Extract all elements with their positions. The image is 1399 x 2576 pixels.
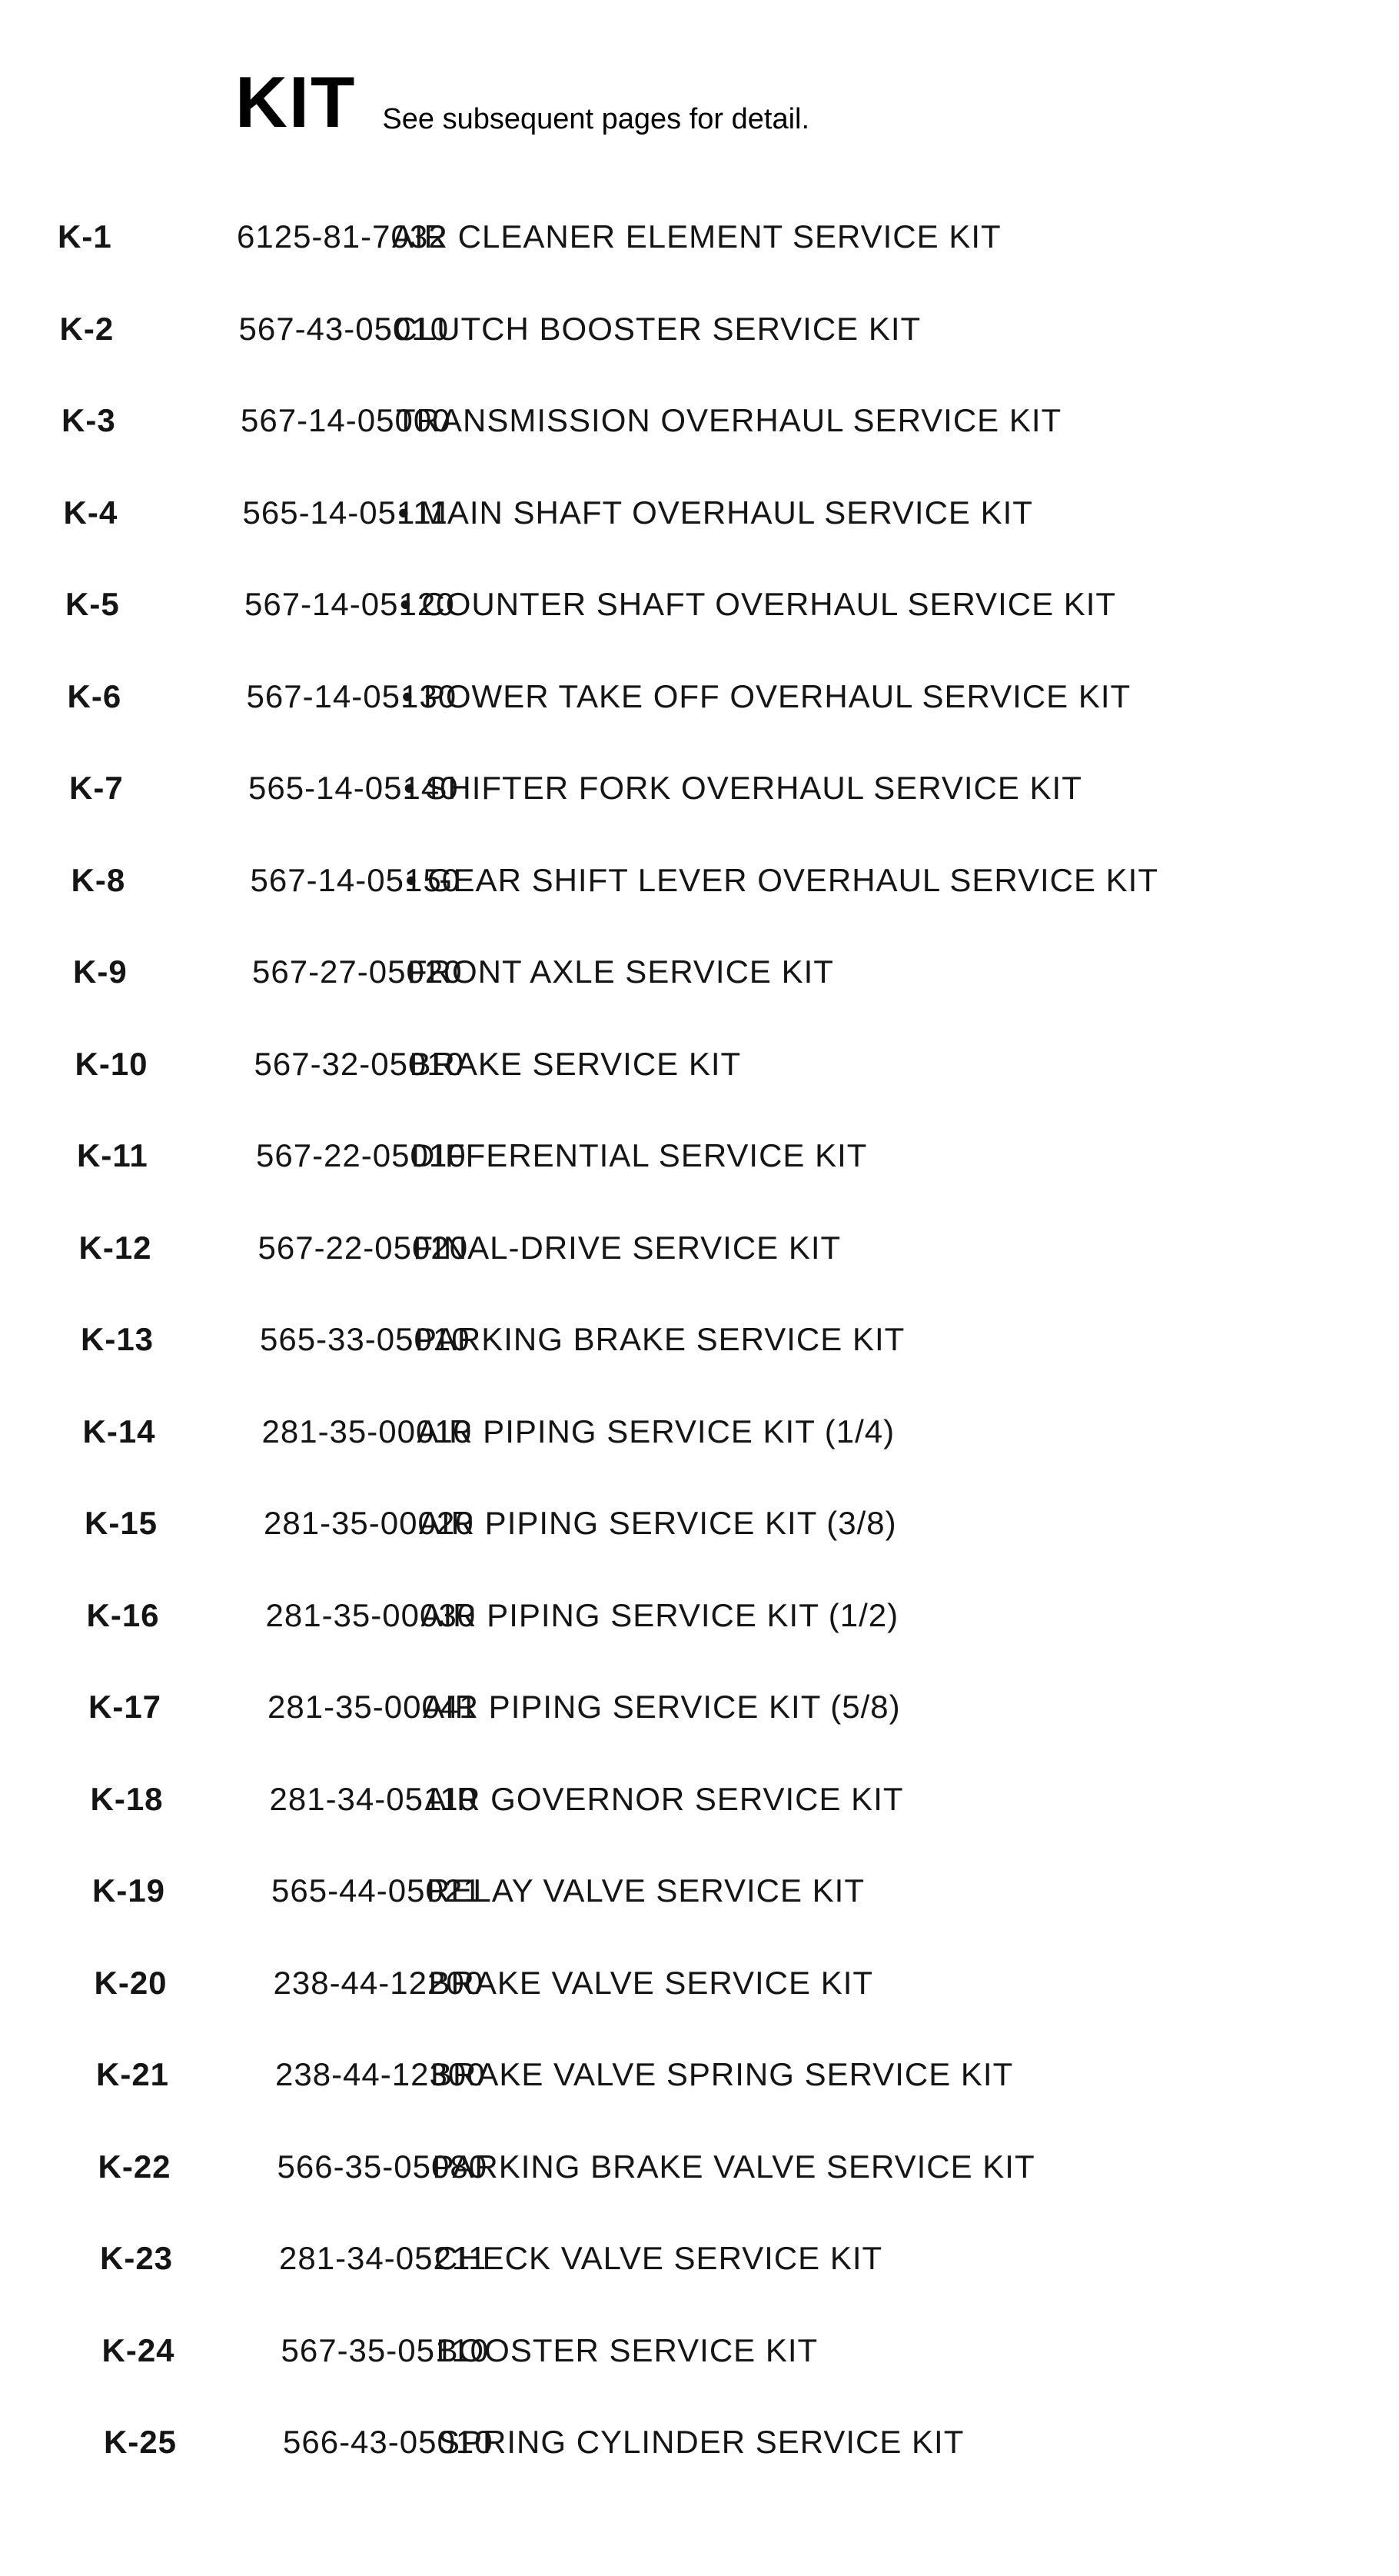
kit-description: • GEAR SHIFT LEVER OVERHAUL SERVICE KIT bbox=[405, 861, 1159, 898]
page-subtitle: See subsequent pages for detail. bbox=[382, 103, 810, 135]
kit-part-number: 567-27-05020 bbox=[252, 954, 463, 990]
kit-id: K-10 bbox=[75, 1045, 148, 1082]
kit-id: K-18 bbox=[90, 1780, 164, 1817]
kit-part-number: 567-14-05130 bbox=[246, 677, 457, 714]
kit-row bbox=[98, 2144, 1367, 2190]
kit-row bbox=[96, 2052, 1364, 2098]
kit-description: • MAIN SHAFT OVERHAUL SERVICE KIT bbox=[397, 494, 1033, 531]
kit-description: AIR PIPING SERVICE KIT (5/8) bbox=[423, 1689, 901, 1725]
kit-id: K-15 bbox=[85, 1505, 158, 1541]
kit-description: • SHIFTER FORK OVERHAUL SERVICE KIT bbox=[404, 770, 1082, 806]
kit-description: FRONT AXLE SERVICE KIT bbox=[407, 954, 834, 990]
kit-row bbox=[69, 765, 1338, 811]
kit-description: BRAKE VALVE SPRING SERVICE KIT bbox=[430, 2056, 1014, 2092]
kit-row bbox=[83, 1409, 1351, 1455]
kit-description: FINAL-DRIVE SERVICE KIT bbox=[413, 1229, 842, 1266]
kit-description: AIR CLEANER ELEMENT SERVICE KIT bbox=[392, 218, 1002, 255]
kit-id: K-9 bbox=[73, 954, 128, 990]
kit-part-number: 281-35-00041 bbox=[268, 1689, 478, 1725]
kit-part-number: 567-43-05010 bbox=[238, 310, 450, 347]
kit-id: K-16 bbox=[86, 1596, 160, 1633]
kit-description: AIR GOVERNOR SERVICE KIT bbox=[424, 1780, 904, 1817]
kit-description: BOOSTER SERVICE KIT bbox=[436, 2331, 819, 2368]
kit-id: K-24 bbox=[101, 2331, 175, 2368]
kit-id: K-11 bbox=[77, 1137, 148, 1173]
kit-row bbox=[75, 1041, 1344, 1087]
kit-part-number: 567-22-05010 bbox=[256, 1137, 467, 1173]
kit-part-number: 567-14-05120 bbox=[244, 586, 455, 622]
kit-id: K-13 bbox=[81, 1321, 155, 1357]
kit-description: SPRING CYLINDER SERVICE KIT bbox=[438, 2424, 965, 2460]
kit-part-number: 565-44-05021 bbox=[271, 1872, 482, 1909]
kit-row bbox=[64, 490, 1332, 536]
kit-id: K-1 bbox=[58, 218, 112, 255]
kit-id: K-21 bbox=[96, 2056, 170, 2092]
kit-part-number: 281-34-05211 bbox=[279, 2240, 487, 2276]
kit-row bbox=[88, 1684, 1357, 1730]
kit-description: AIR PIPING SERVICE KIT (1/4) bbox=[417, 1413, 896, 1449]
kit-row bbox=[100, 2235, 1368, 2281]
kit-row bbox=[91, 1776, 1359, 1822]
kit-id: K-25 bbox=[104, 2424, 178, 2460]
kit-id: K-19 bbox=[92, 1872, 166, 1909]
kit-description: CHECK VALVE SERVICE KIT bbox=[434, 2240, 883, 2276]
kit-part-number: 567-32-05010 bbox=[254, 1045, 465, 1082]
kit-part-number: 281-35-00020 bbox=[264, 1505, 474, 1541]
kit-part-number: 281-34-05110 bbox=[269, 1780, 477, 1817]
kit-part-number: 565-14-05111 bbox=[242, 494, 448, 531]
kit-description: AIR PIPING SERVICE KIT (1/2) bbox=[420, 1596, 899, 1633]
kit-description: • POWER TAKE OFF OVERHAUL SERVICE KIT bbox=[401, 677, 1131, 714]
kit-part-number: 567-35-05110 bbox=[281, 2331, 489, 2368]
kit-part-number: 567-14-05150 bbox=[250, 861, 461, 898]
kit-part-number: 281-35-00030 bbox=[265, 1596, 477, 1633]
kit-part-number: 567-22-05020 bbox=[258, 1229, 469, 1266]
kit-id: K-17 bbox=[88, 1689, 162, 1725]
kit-row bbox=[102, 2328, 1371, 2374]
kit-description: • COUNTER SHAFT OVERHAUL SERVICE KIT bbox=[400, 586, 1117, 622]
kit-row bbox=[61, 398, 1330, 444]
kit-part-number: 565-14-05140 bbox=[248, 770, 459, 806]
kit-part-number: 565-33-05010 bbox=[260, 1321, 470, 1357]
kit-part-number: 566-35-05080 bbox=[277, 2148, 488, 2185]
kit-id: K-14 bbox=[82, 1413, 156, 1449]
kit-description: TRANSMISSION OVERHAUL SERVICE KIT bbox=[396, 402, 1062, 438]
kit-id: K-2 bbox=[59, 310, 115, 347]
kit-row bbox=[92, 1868, 1361, 1914]
kit-row bbox=[79, 1225, 1347, 1271]
kit-description: PARKING BRAKE SERVICE KIT bbox=[415, 1321, 906, 1357]
kit-part-number: 238-44-12200 bbox=[273, 1964, 484, 2001]
kit-description: DIFFERENTIAL SERVICE KIT bbox=[411, 1137, 868, 1173]
kit-row bbox=[71, 857, 1340, 904]
kit-part-number: 566-43-05010 bbox=[283, 2424, 493, 2460]
kit-description: CLUTCH BOOSTER SERVICE KIT bbox=[394, 310, 922, 347]
kit-id: K-8 bbox=[71, 861, 126, 898]
kit-id: K-12 bbox=[78, 1229, 152, 1266]
kit-part-number: 238-44-12300 bbox=[275, 2056, 486, 2092]
kit-row bbox=[81, 1316, 1349, 1363]
kit-row bbox=[68, 674, 1336, 720]
kit-description: BRAKE SERVICE KIT bbox=[409, 1045, 742, 1082]
kit-row bbox=[77, 1133, 1345, 1179]
kit-row bbox=[87, 1593, 1355, 1639]
kit-id: K-3 bbox=[61, 402, 116, 438]
kit-description: AIR PIPING SERVICE KIT (3/8) bbox=[419, 1505, 897, 1541]
kit-id: K-6 bbox=[67, 677, 122, 714]
kit-row bbox=[58, 214, 1326, 260]
kit-row bbox=[65, 581, 1334, 627]
kit-id: K-4 bbox=[63, 494, 118, 531]
kit-id: K-20 bbox=[94, 1964, 168, 2001]
page-title: KIT bbox=[235, 62, 357, 142]
kit-part-number: 567-14-05000 bbox=[241, 402, 451, 438]
kit-description: PARKING BRAKE VALVE SERVICE KIT bbox=[432, 2148, 1035, 2185]
kit-row bbox=[95, 1960, 1363, 2006]
kit-description: BRAKE VALVE SERVICE KIT bbox=[428, 1964, 874, 2001]
kit-row bbox=[73, 949, 1341, 995]
kit-row bbox=[60, 306, 1328, 352]
kit-description: RELAY VALVE SERVICE KIT bbox=[427, 1872, 866, 1909]
kit-row bbox=[85, 1500, 1353, 1546]
kit-id: K-7 bbox=[69, 770, 124, 806]
kit-row bbox=[104, 2419, 1372, 2465]
kit-id: K-23 bbox=[100, 2240, 174, 2276]
kit-id: K-22 bbox=[98, 2148, 171, 2185]
kit-id: K-5 bbox=[65, 586, 120, 622]
kit-part-number: 281-35-00010 bbox=[261, 1413, 473, 1449]
kit-part-number: 6125-81-7032 bbox=[237, 218, 447, 255]
